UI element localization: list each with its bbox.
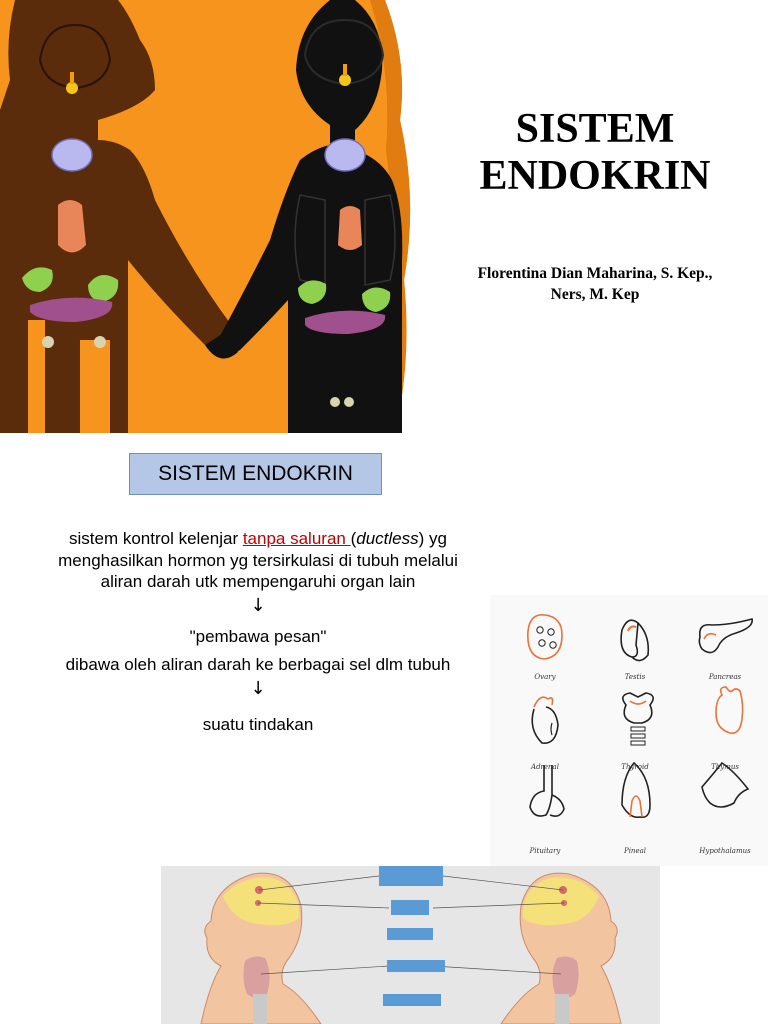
title-slide xyxy=(0,0,768,433)
result-text: suatu tindakan xyxy=(202,714,314,734)
intro-text: sistem kontrol kelenjar xyxy=(68,529,243,548)
thymus-icon xyxy=(716,687,743,733)
ductless-link[interactable]: tanpa saluran xyxy=(242,529,351,548)
down-arrow-icon: ↓ xyxy=(250,677,266,699)
adrenal-icon xyxy=(532,697,558,743)
author-name: Florentina Dian Maharina, S. Kep., Ners, M. Kep xyxy=(477,265,713,303)
pituitary-icon xyxy=(530,765,564,816)
gland-sketches-panel xyxy=(490,595,768,866)
slide-title-box: SISTEM ENDOKRIN xyxy=(129,453,382,495)
ovary-icon xyxy=(528,615,562,659)
testis-icon xyxy=(621,620,648,660)
gland-label-pituitary: Pituitary xyxy=(529,847,561,855)
definition-paragraph xyxy=(40,528,476,593)
gland-label-pineal: Pineal xyxy=(623,847,646,855)
definition-slide xyxy=(0,433,768,866)
gland-label-hypothalamus: Hypothalamus xyxy=(699,847,751,855)
definition-text xyxy=(40,528,476,735)
gland-label-testis: Testis xyxy=(624,673,646,681)
messenger-text: "pembawa pesan" xyxy=(189,626,327,646)
pancreas-icon xyxy=(699,619,752,653)
presentation-title: SISTEM ENDOKRIN xyxy=(479,106,711,199)
gland-label-thyroid: Thyroid xyxy=(621,763,649,771)
gland-label-ovary: Ovary xyxy=(534,673,556,681)
paren-close: ) xyxy=(418,529,425,548)
gland-label-pancreas: Pancreas xyxy=(708,673,742,681)
endocrine-anatomy-diagram xyxy=(161,866,660,1024)
paren-open: ( xyxy=(350,529,357,548)
thyroid-icon xyxy=(623,693,653,745)
endocrine-figures-illustration xyxy=(0,0,430,433)
pineal-icon xyxy=(622,763,650,817)
gland-label-thymus: Thymus xyxy=(711,763,739,771)
definition-rest: yg menghasilkan hormon yg tersirkulasi di tubuh melalui aliran darah utk mempengaruhi organ lain xyxy=(58,529,458,591)
ductless-term: ductless xyxy=(356,529,419,548)
head-profiles-illustration xyxy=(161,866,660,1024)
carried-text: dibawa oleh aliran darah ke berbagai sel dlm tubuh xyxy=(65,655,451,674)
down-arrow-icon: ↓ xyxy=(250,594,266,616)
gland-label-adrenal: Adrenal xyxy=(531,763,559,771)
gland-sketches xyxy=(490,595,768,866)
